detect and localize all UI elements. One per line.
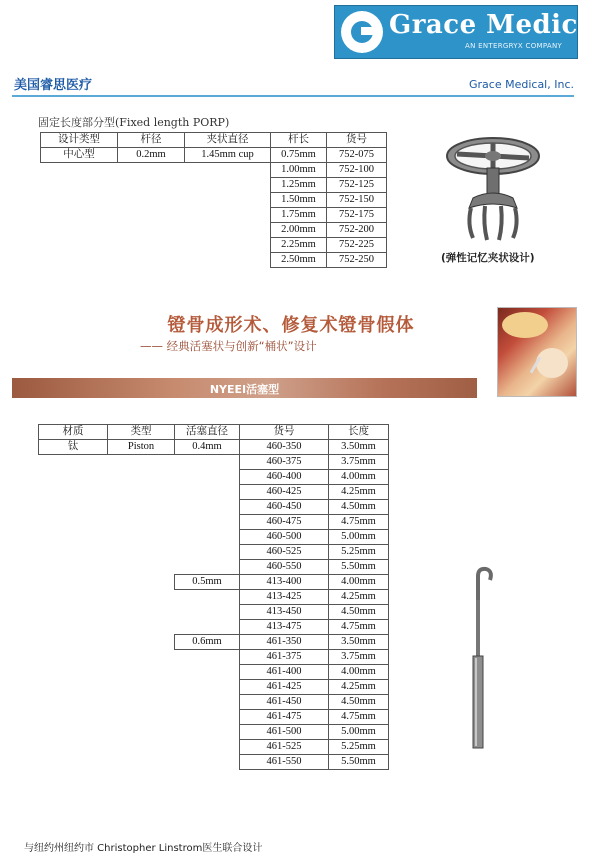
part-number-cell: 460-500 [240, 530, 329, 545]
column-header: 货号 [240, 425, 329, 440]
table-cell [39, 665, 108, 680]
table-cell [41, 163, 118, 178]
part-number-cell: 460-525 [240, 545, 329, 560]
company-name-en: Grace Medical, Inc. [469, 78, 574, 91]
shaft-length-cell: 1.25mm [271, 178, 327, 193]
table-row [39, 710, 389, 725]
part-number-cell: 752-100 [327, 163, 387, 178]
table-cell [185, 238, 271, 253]
part-number-cell: 752-125 [327, 178, 387, 193]
part-number-cell: 752-150 [327, 193, 387, 208]
table-cell [185, 253, 271, 268]
table-cell [41, 253, 118, 268]
part-number-cell: 461-400 [240, 665, 329, 680]
table-cell [108, 575, 175, 590]
table-cell [39, 515, 108, 530]
table-cell [118, 178, 185, 193]
table-row [39, 605, 389, 620]
table-row [39, 635, 389, 650]
table-cell [118, 163, 185, 178]
table-cell [175, 485, 240, 500]
table-cell [39, 575, 108, 590]
table-cell [118, 208, 185, 223]
table-cell [185, 163, 271, 178]
table-cell [118, 253, 185, 268]
shaft-length-cell: 0.75mm [271, 148, 327, 163]
column-header: 货号 [327, 133, 387, 148]
table-cell [118, 238, 185, 253]
piston-prosthesis-image [462, 566, 496, 752]
table-cell [39, 470, 108, 485]
part-number-cell: 752-075 [327, 148, 387, 163]
table-cell [175, 455, 240, 470]
shaft-length-cell: 1.50mm [271, 193, 327, 208]
table-cell [108, 605, 175, 620]
table-cell [108, 710, 175, 725]
part-number-cell: 461-450 [240, 695, 329, 710]
part-number-cell: 752-200 [327, 223, 387, 238]
cup-diameter-cell: 1.45mm cup [185, 148, 271, 163]
part-number-cell: 413-475 [240, 620, 329, 635]
table-cell [175, 545, 240, 560]
logo-name: Grace Medical [389, 10, 606, 40]
piston-diameter-cell: 0.5mm [175, 575, 240, 590]
table-cell [175, 500, 240, 515]
shaft-length-cell: 1.75mm [271, 208, 327, 223]
part-number-cell: 461-425 [240, 680, 329, 695]
table-row [39, 620, 389, 635]
table-row [41, 178, 387, 193]
length-cell: 4.50mm [329, 695, 389, 710]
logo-mark-icon [341, 11, 383, 53]
table-cell [175, 740, 240, 755]
table-cell [175, 620, 240, 635]
table-row [39, 560, 389, 575]
porp-section-title: 固定长度部分型(Fixed length PORP) [38, 116, 230, 129]
table-cell [175, 530, 240, 545]
table-cell [39, 590, 108, 605]
table-cell [108, 620, 175, 635]
length-cell: 4.00mm [329, 665, 389, 680]
table-cell [175, 725, 240, 740]
length-cell: 4.50mm [329, 500, 389, 515]
porp-image-caption: (弹性记忆夹状设计) [441, 252, 535, 264]
part-number-cell: 460-400 [240, 470, 329, 485]
length-cell: 5.25mm [329, 545, 389, 560]
length-cell: 5.25mm [329, 740, 389, 755]
length-cell: 4.25mm [329, 485, 389, 500]
table-cell [41, 178, 118, 193]
table-cell [39, 650, 108, 665]
table-cell [39, 740, 108, 755]
table-cell [39, 620, 108, 635]
piston-diameter-cell: 0.4mm [175, 440, 240, 455]
table-cell [39, 680, 108, 695]
length-cell: 4.25mm [329, 680, 389, 695]
column-header: 夹状直径 [185, 133, 271, 148]
table-row [39, 575, 389, 590]
table-cell [108, 590, 175, 605]
porp-prosthesis-image [433, 128, 549, 250]
table-cell [39, 485, 108, 500]
length-cell: 5.00mm [329, 530, 389, 545]
table-cell [108, 455, 175, 470]
section-band [12, 378, 477, 398]
table-cell [108, 470, 175, 485]
table-row [41, 163, 387, 178]
table-cell [108, 530, 175, 545]
table-cell [39, 710, 108, 725]
stapes-table [38, 424, 389, 770]
column-header: 材质 [39, 425, 108, 440]
surgical-photo [497, 307, 577, 397]
part-number-cell: 413-450 [240, 605, 329, 620]
part-number-cell: 460-550 [240, 560, 329, 575]
table-row [39, 755, 389, 770]
band-label: NYEEI活塞型 [209, 383, 280, 396]
part-number-cell: 460-350 [240, 440, 329, 455]
part-number-cell: 461-500 [240, 725, 329, 740]
logo [334, 5, 606, 59]
table-cell [39, 545, 108, 560]
table-cell [175, 650, 240, 665]
length-cell: 3.75mm [329, 650, 389, 665]
table-cell [108, 740, 175, 755]
footer-credit: 与纽约州纽约市 Christopher Linstrom医生联合设计 [24, 843, 263, 854]
part-number-cell: 413-425 [240, 590, 329, 605]
design-type-cell: 中心型 [41, 148, 118, 163]
table-cell [175, 710, 240, 725]
table-cell [108, 725, 175, 740]
part-number-cell: 460-450 [240, 500, 329, 515]
table-cell [108, 665, 175, 680]
table-cell [41, 238, 118, 253]
table-row [41, 238, 387, 253]
table-cell [39, 695, 108, 710]
stapes-section-title: 镫骨成形术、修复术镫骨假体 [167, 315, 415, 336]
table-row [39, 530, 389, 545]
porp-table [40, 132, 387, 268]
table-cell [185, 193, 271, 208]
table-cell [108, 695, 175, 710]
column-header: 设计类型 [41, 133, 118, 148]
part-number-cell: 460-375 [240, 455, 329, 470]
type-cell: Piston [108, 440, 175, 455]
shaft-length-cell: 2.50mm [271, 253, 327, 268]
table-cell [175, 560, 240, 575]
table-cell [41, 193, 118, 208]
table-cell [39, 635, 108, 650]
part-number-cell: 461-475 [240, 710, 329, 725]
table-cell [175, 515, 240, 530]
shaft-diameter-cell: 0.2mm [118, 148, 185, 163]
table-header-row [39, 425, 389, 440]
part-number-cell: 461-375 [240, 650, 329, 665]
table-cell [108, 500, 175, 515]
table-row [39, 680, 389, 695]
table-cell [185, 208, 271, 223]
table-cell [118, 193, 185, 208]
table-cell [39, 530, 108, 545]
length-cell: 5.50mm [329, 560, 389, 575]
part-number-cell: 461-525 [240, 740, 329, 755]
length-cell: 3.75mm [329, 455, 389, 470]
table-cell [39, 725, 108, 740]
part-number-cell: 413-400 [240, 575, 329, 590]
table-cell [108, 635, 175, 650]
shaft-length-cell: 2.25mm [271, 238, 327, 253]
table-row [39, 485, 389, 500]
column-header: 杆径 [118, 133, 185, 148]
table-row [41, 253, 387, 268]
table-row [41, 193, 387, 208]
length-cell: 4.50mm [329, 605, 389, 620]
column-header: 长度 [329, 425, 389, 440]
column-header: 活塞直径 [175, 425, 240, 440]
table-row [39, 650, 389, 665]
table-cell [175, 665, 240, 680]
table-cell [108, 485, 175, 500]
table-cell [185, 223, 271, 238]
table-row [41, 148, 387, 163]
piston-diameter-cell: 0.6mm [175, 635, 240, 650]
part-number-cell: 461-550 [240, 755, 329, 770]
table-cell [39, 605, 108, 620]
table-row [39, 515, 389, 530]
table-header-row [41, 133, 387, 148]
header-divider [12, 95, 574, 97]
table-row [41, 208, 387, 223]
table-row [41, 223, 387, 238]
table-cell [41, 208, 118, 223]
shaft-length-cell: 2.00mm [271, 223, 327, 238]
part-number-cell: 461-350 [240, 635, 329, 650]
table-cell [39, 560, 108, 575]
table-cell [108, 650, 175, 665]
table-row [39, 740, 389, 755]
part-number-cell: 460-425 [240, 485, 329, 500]
length-cell: 5.00mm [329, 725, 389, 740]
material-cell: 钛 [39, 440, 108, 455]
table-row [39, 440, 389, 455]
table-cell [108, 755, 175, 770]
length-cell: 4.75mm [329, 620, 389, 635]
table-cell [175, 680, 240, 695]
length-cell: 5.50mm [329, 755, 389, 770]
length-cell: 4.25mm [329, 590, 389, 605]
table-cell [175, 755, 240, 770]
table-cell [39, 500, 108, 515]
column-header: 杆长 [271, 133, 327, 148]
company-name-cn: 美国睿思医疗 [14, 78, 93, 93]
table-row [39, 590, 389, 605]
table-cell [39, 755, 108, 770]
logo-subtitle: AN ENTERGRYX COMPANY [465, 42, 563, 50]
table-cell [108, 515, 175, 530]
shaft-length-cell: 1.00mm [271, 163, 327, 178]
part-number-cell: 460-475 [240, 515, 329, 530]
table-row [39, 470, 389, 485]
table-cell [39, 455, 108, 470]
table-row [39, 545, 389, 560]
table-row [39, 665, 389, 680]
length-cell: 4.75mm [329, 710, 389, 725]
length-cell: 4.75mm [329, 515, 389, 530]
length-cell: 4.00mm [329, 575, 389, 590]
length-cell: 3.50mm [329, 635, 389, 650]
part-number-cell: 752-225 [327, 238, 387, 253]
column-header: 类型 [108, 425, 175, 440]
length-cell: 3.50mm [329, 440, 389, 455]
table-row [39, 725, 389, 740]
part-number-cell: 752-250 [327, 253, 387, 268]
table-cell [108, 680, 175, 695]
table-cell [175, 695, 240, 710]
table-cell [175, 470, 240, 485]
table-row [39, 455, 389, 470]
table-row [39, 500, 389, 515]
table-cell [108, 545, 175, 560]
table-cell [41, 223, 118, 238]
stapes-section-subtitle: —— 经典活塞状与创新“桶状”设计 [140, 339, 317, 353]
table-cell [175, 605, 240, 620]
table-row [39, 695, 389, 710]
table-cell [118, 223, 185, 238]
table-cell [185, 178, 271, 193]
part-number-cell: 752-175 [327, 208, 387, 223]
length-cell: 4.00mm [329, 470, 389, 485]
table-cell [108, 560, 175, 575]
table-cell [175, 590, 240, 605]
